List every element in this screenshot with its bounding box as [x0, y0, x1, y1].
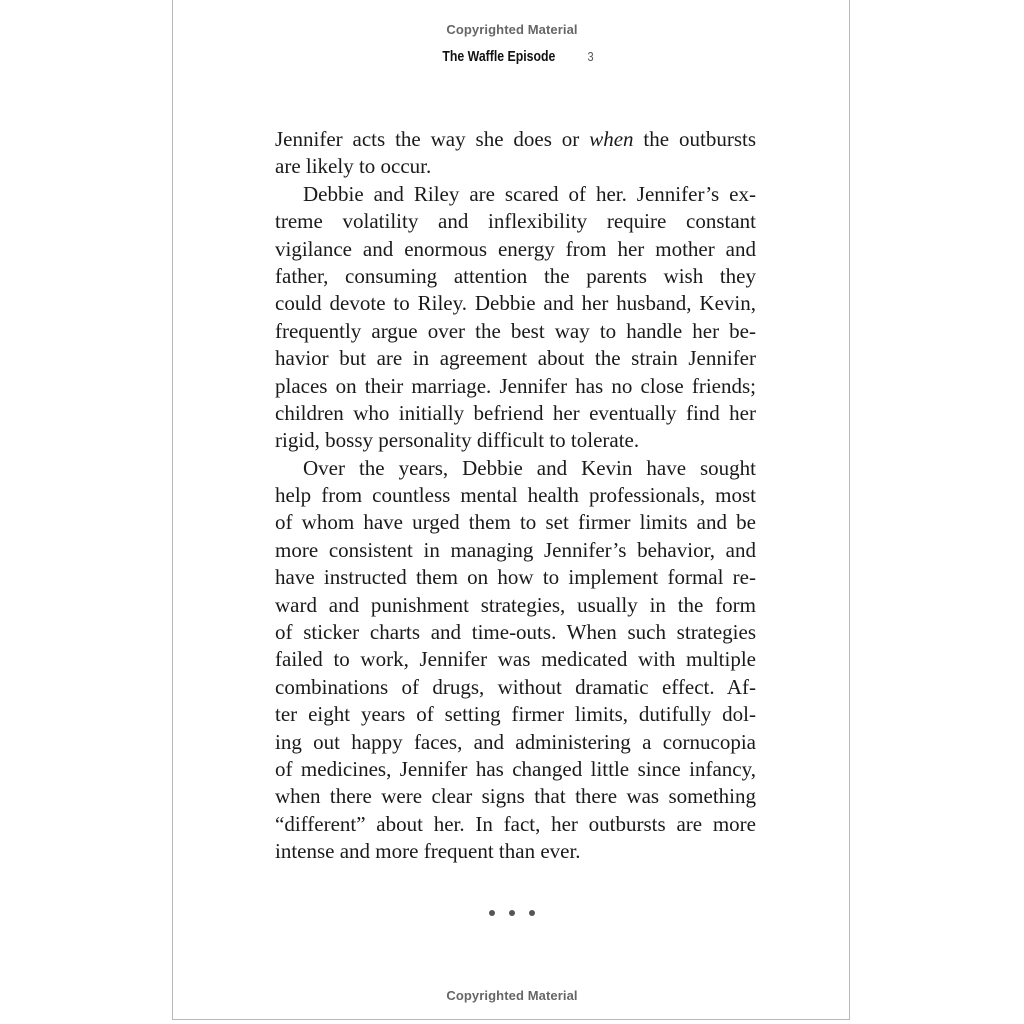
text-line: of whom have urged them to set firmer limits and be: [275, 510, 756, 535]
text-line: Debbie and Riley are scared of her. Jennifer’s ex-: [303, 181, 756, 206]
page-number: 3: [587, 49, 594, 64]
text-line: have instructed them on how to implement formal re-: [275, 565, 756, 590]
text-line: vigilance and enormous energy from her mother and: [275, 236, 756, 261]
dot-icon: [509, 910, 515, 916]
text-line: treme volatility and inflexibility require constant: [275, 209, 756, 234]
dot-icon: [529, 910, 535, 916]
text-segment: Jennifer acts the way she does or: [275, 127, 590, 151]
chapter-title: The Waffle Episode: [442, 48, 556, 65]
text-line: places on their marriage. Jennifer has no close friends;: [275, 373, 756, 398]
text-line: father, consuming attention the parents wish they: [275, 263, 756, 288]
text-line: could devote to Riley. Debbie and her husband, Kevin,: [275, 291, 756, 316]
section-break: [0, 903, 1024, 921]
text-line: combinations of drugs, without dramatic effect. Af-: [275, 674, 756, 699]
text-line: ward and punishment strategies, usually in the form: [275, 592, 756, 617]
copyright-watermark-bottom: Copyrighted Material: [446, 988, 578, 1003]
text-line: [275, 126, 756, 153]
text-line: more consistent in managing Jennifer’s behavior, and: [275, 537, 756, 562]
text-line: children who initially befriend her eventually find her: [275, 400, 756, 425]
text-line: Over the years, Debbie and Kevin have sought: [303, 455, 756, 480]
text-line: failed to work, Jennifer was medicated with multiple: [275, 647, 756, 672]
text-line: of sticker charts and time-outs. When such strategies: [275, 620, 756, 645]
text-line: havior but are in agreement about the strain Jennifer: [275, 346, 756, 371]
body-text: [275, 126, 756, 866]
text-line: of medicines, Jennifer has changed little since infancy,: [275, 756, 756, 781]
emphasis-text: when: [589, 127, 634, 151]
text-line: ing out happy faces, and administering a cornucopia: [275, 729, 756, 754]
text-line: ter eight years of setting firmer limits, dutifully dol-: [275, 702, 756, 727]
text-line: intense and more frequent than ever.: [275, 839, 581, 864]
text-segment: the outbursts: [633, 127, 756, 151]
text-line: frequently argue over the best way to handle her be-: [275, 318, 756, 343]
running-header: [0, 48, 1024, 66]
text-line: are likely to occur.: [275, 154, 432, 179]
dot-icon: [489, 910, 495, 916]
copyright-watermark-top: Copyrighted Material: [446, 22, 578, 37]
text-line: “different” about her. In fact, her outbursts are more: [275, 811, 756, 836]
text-line: rigid, bossy personality difficult to tolerate.: [275, 428, 640, 453]
text-line: when there were clear signs that there was something: [275, 784, 756, 809]
text-line: help from countless mental health professionals, most: [275, 483, 756, 508]
